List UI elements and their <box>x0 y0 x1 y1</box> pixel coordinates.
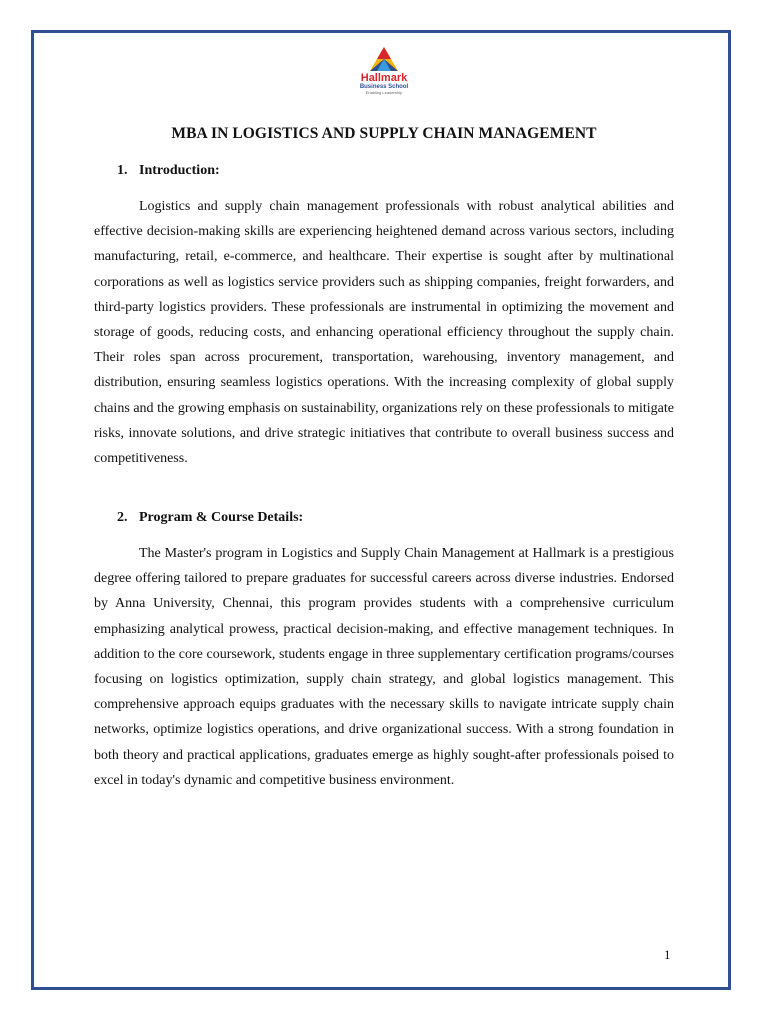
section-heading-introduction <box>117 163 220 179</box>
page-number: 1 <box>664 947 671 962</box>
section-title: Program & Course Details: <box>139 510 304 525</box>
logo-tagline: Enabling Leadership <box>365 90 403 95</box>
section-number: 2. <box>117 510 128 525</box>
section-number: 1. <box>117 163 128 178</box>
section-title: Introduction: <box>139 163 220 178</box>
logo-name: Hallmark <box>360 72 408 84</box>
logo-subtitle: Business School <box>359 84 409 90</box>
section-heading-program-details <box>117 510 303 526</box>
triangle-logo-icon <box>369 46 399 72</box>
hallmark-logo <box>352 46 416 100</box>
document-title: MBA IN LOGISTICS AND SUPPLY CHAIN MANAGEMENT <box>171 125 597 142</box>
program-details-paragraph: The Master's program in Logistics and Supply Chain Management at Hallmark is a prestigious degree offering tailored to prepare graduates for successful careers across diverse industries. Endorsed by Anna University, Chennai, this program provides students with a comprehensive curriculum emphasizing analytical prowess, practical decision-making, and effective management techniques. In addition to the core coursework, students engage in three supplementary certification programs/courses focusing on logistics optimization, supply chain strategy, and global logistics management. This comprehensive approach equips graduates with the necessary skills to navigate intricate supply chain networks, optimize logistics operations, and drive organizational success. With a strong foundation in both theory and practical applications, graduates emerge as highly sought-after professionals poised to excel in today's dynamic and competitive business environment. <box>94 546 674 788</box>
introduction-paragraph: Logistics and supply chain management professionals with robust analytical abilities and effective decision-making skills are experiencing heightened demand across various sectors, including manufacturing, retail, e-commerce, and healthcare. Their expertise is sought after by multinational corporations as well as logistics service providers such as shipping companies, freight forwarders, and third-party logistics providers. These professionals are instrumental in optimizing the movement and storage of goods, reducing costs, and enhancing operational efficiency throughout the supply chain. Their roles span across procurement, transportation, warehousing, inventory management, and distribution, ensuring seamless logistics operations. With the increasing complexity of global supply chains and the growing emphasis on sustainability, organizations rely on these professionals to mitigate risks, innovate solutions, and drive strategic initiatives that contribute to overall business success and competitiveness. <box>94 199 674 467</box>
